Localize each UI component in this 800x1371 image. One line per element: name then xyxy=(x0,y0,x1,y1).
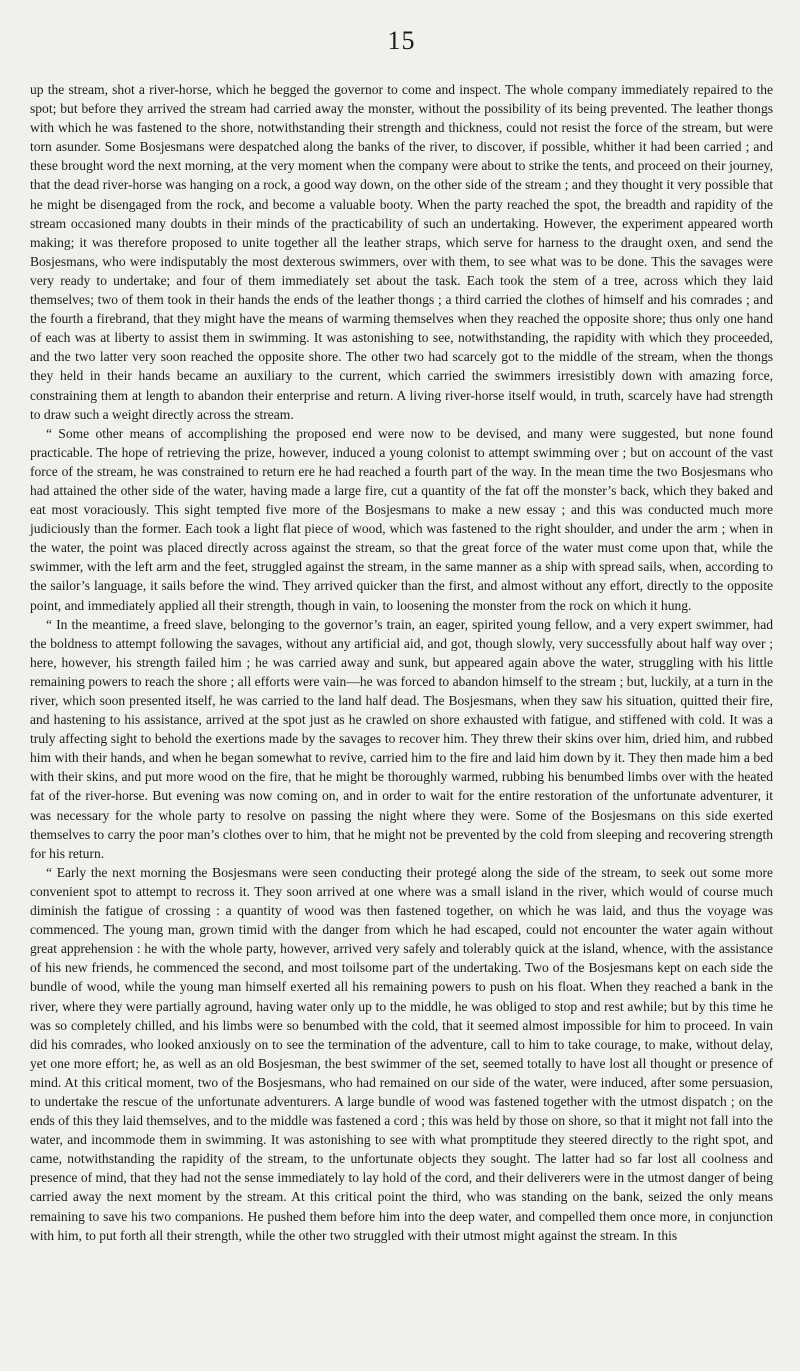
paragraph: “ Early the next morning the Bosjesmans were seen conducting their protegé along the side of the stream, to seek out some more convenient spot to attempt to recross it. They soon arrived at one where was a small island in the river, which would of course much diminish the fatigue of crossing : a quantity of wood was then fastened together, on which he was laid, and thus the voyage was commenced. The young man, grown timid with the danger from which he had escaped, could not encounter the water again without great apprehension : he with the whole party, however, arrived very safely and tolerably quick at the island, whence, with the assistance of his new friends, he commenced the second, and most toilsome part of the undertaking. Two of the Bosjesmans kept on each side the bundle of wood, while the young man himself exerted all his remaining powers to push on his float. When they reached a bank in the river, where they were partially aground, having water only up to the middle, he was obliged to stop and rest awhile; but by this time he was so completely chilled, and his limbs were so benumbed with the cold, that it seemed almost impossible for him to proceed. In vain did his comrades, who looked anxiously on to see the termination of the adventure, call to him to take courage, to make, without delay, yet one more effort; he, as well as an old Bosjesman, the best swimmer of the set, seemed totally to have lost all thought or presence of mind. At this critical moment, two of the Bosjesmans, who had remained on our side of the water, were induced, after some persuasion, to undertake the rescue of the unfortunate adventurers. A large bundle of wood was fastened together with the utmost dispatch ; on the ends of this they laid themselves, and to the middle was fastened a cord ; this was held by those on shore, so that it might not fall into the water, and incommode them in swimming. It was astonishing to see with what promptitude they steered directly to the right spot, and came, notwithstanding the rapidity of the stream, to the unfortunate objects they sought. The latter had so far lost all coolness and presence of mind, that they had not the sense immediately to lay hold of the cord, and their deliverers were in the utmost danger of being carried away the next moment by the stream. At this critical point the third, who was standing on the bank, seized the only means remaining to save his two companions. He pushed them before him into the deep water, and compelled them once more, in conjunction with him, to put forth all their strength, while the other two struggled with their utmost might against the stream. In this xyxy=(30,864,773,1243)
paragraph: “ Some other means of accomplishing the proposed end were now to be devised, and many were suggested, but none found practicable. The hope of retrieving the prize, however, induced a young colonist to attempt swimming over ; but on account of the vast force of the stream, he was constrained to return ere he had reached a fourth part of the way. In the mean time the two Bosjesmans who had attained the other side of the water, having made a large fire, cut a quantity of the fat off the monster’s back, which they baked and eat most voraciously. This sight tempted five more of the Bosjesmans to make a new essay ; and this was conducted much more judiciously than the former. Each took a light flat piece of wood, which was fastened to the right shoulder, and under the arm ; when in the water, the point was placed directly across against the stream, so that the great force of the water must come upon that, while the swimmer, with the left arm and the feet, struggled against the stream, in the same manner as a ship with spread sails, when, according to the sailor’s language, it sails before the wind. They arrived quicker than the first, and almost without any effort, directly to the opposite point, and immediately applied all their strength, though in vain, to loosening the monster from the rock on which it hung. xyxy=(30,425,773,613)
page-number: 15 xyxy=(387,26,416,55)
body-text xyxy=(30,80,773,1245)
paragraph: up the stream, shot a river-horse, which he begged the governor to come and inspect. The whole company immediately repaired to the spot; but before they arrived the stream had carried away the monster, without the possibility of its being prevented. The leather thongs with which he was fastened to the shore, notwithstanding their strength and thickness, could not resist the force of the stream, but were torn asunder. Some Bosjesmans were despatched along the banks of the river, to discover, if possible, whither it had been carried ; and these brought word the next morning, at the very moment when the company were about to strike the tents, and proceed on their journey, that the dead river-horse was hanging on a rock, a good way down, on the other side of the stream ; and they thought it very possible that he might be disengaged from the rock, and become a valuable booty. When the party reached the spot, the breadth and rapidity of the stream occasioned many doubts in their minds of the practicability of such an undertaking. However, the experiment appeared worth making; it was therefore proposed to unite together all the leather straps, which serve for harness to the draught oxen, and send the Bosjesmans, who were indisputably the most dexterous swimmers, over with them, to see what was to be done. This the savages were very ready to undertake; and four of them immediately set about the task. Each took the stem of a tree, across which they laid themselves; two of them took in their hands the ends of the leather thongs ; a third carried the clothes of himself and his comrades ; and the fourth a firebrand, that they might have the means of warming themselves when they reached the opposite shore; thus only one hand of each was at liberty to assist them in swimming. It was astonishing to see, notwithstanding, the rapidity with which they proceeded, and the two latter very soon reached the opposite shore. The other two had scarcely got to the middle of the stream, when the thongs they held in their hands became an auxiliary to the current, which carried the swimmers irresistibly down with amazing force, constraining them at length to abandon their enterprise and return. A living river-horse itself would, in truth, scarcely have had strength to draw such a weight directly across the stream. xyxy=(30,82,773,422)
paragraph: “ In the meantime, a freed slave, belonging to the governor’s train, an eager, spirited young fellow, and a very expert swimmer, had the boldness to attempt following the savages, without any artificial aid, and got, though slowly, very successfully about half way over ; here, however, his strength failed him ; he was carried away and sunk, but appeared again above the water, struggling with his little remaining powers to reach the shore ; all efforts were vain—he was forced to abandon himself to the stream ; but, luckily, at a turn in the river, which soon presented itself, he was carried to the land half dead. The Bosjesmans, when they saw his situation, quitted their fire, and hastening to his assistance, arrived at the spot just as he crawled on shore exhausted with fatigue, and stiffened with cold. It was a truly affecting sight to behold the exertions made by the savages to recover him. They threw their skins over him, dried him, and rubbed him with their hands, and when he began somewhat to revive, carried him to the fire and laid him down by it. They then made him a bed with their skins, and put more wood on the fire, that he might be thoroughly warmed, rubbing his benumbed limbs over with the heated fat of the river-horse. But evening was now coming on, and in order to wait for the entire restoration of the unfortunate adventurer, it was necessary for the whole party to resolve on passing the night where they were. Some of the Bosjesmans on this side exerted themselves to carry the poor man’s clothes over to him, that he might not be prevented by the cold from sleeping and recovering strength for his return. xyxy=(30,616,773,861)
